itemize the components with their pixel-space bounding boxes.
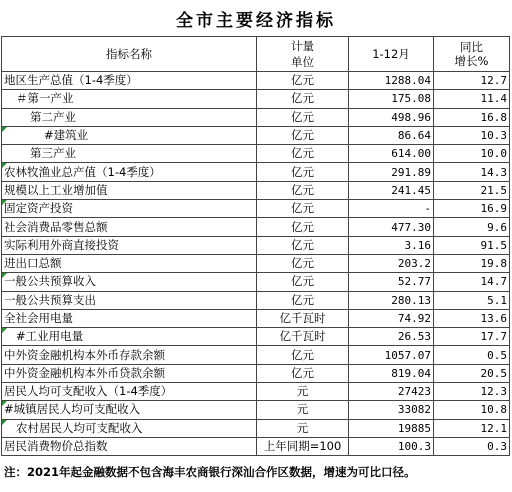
comment-marker-icon	[2, 127, 7, 132]
growth-rate-cell: 14.7	[434, 273, 510, 291]
growth-rate-cell: 10.0	[434, 145, 510, 163]
indicator-name: 居民人均可支配收入（1-4季度）	[4, 384, 173, 399]
growth-rate-cell: 10.3	[434, 126, 510, 144]
comment-marker-icon	[2, 328, 7, 333]
value-cell: 614.00	[349, 145, 434, 163]
growth-rate-cell: 21.5	[434, 181, 510, 199]
header-row	[2, 37, 510, 72]
indicator-name: 实际利用外商直接投资	[4, 237, 119, 252]
indicator-name: 固定资产投资	[4, 201, 73, 216]
table-row	[2, 309, 510, 327]
table-row	[2, 145, 510, 163]
indicator-name: 第三产业	[30, 146, 76, 161]
table-row	[2, 200, 510, 218]
indicator-name-cell	[2, 181, 257, 199]
indicator-name: #城镇居民人均可支配收入	[4, 402, 141, 417]
unit-cell: 亿元	[257, 346, 349, 364]
table-row	[2, 108, 510, 126]
table-row	[2, 346, 510, 364]
comment-marker-icon	[2, 273, 7, 278]
unit-cell: 亿元	[257, 254, 349, 272]
unit-cell: 元	[257, 419, 349, 437]
table-row	[2, 126, 510, 144]
value-cell: 819.04	[349, 364, 434, 382]
value-cell: 3.16	[349, 236, 434, 254]
growth-rate-cell: 13.6	[434, 309, 510, 327]
unit-cell: 亿元	[257, 218, 349, 236]
indicator-name-cell	[2, 218, 257, 236]
header-rate-bottom: 增长%	[454, 54, 489, 68]
unit-cell: 亿千瓦时	[257, 328, 349, 346]
indicator-name-cell	[2, 254, 257, 272]
table-row	[2, 383, 510, 401]
comment-marker-icon	[2, 420, 7, 425]
indicator-name-cell	[2, 90, 257, 108]
unit-cell: 亿元	[257, 181, 349, 199]
indicator-name: 第二产业	[30, 109, 76, 124]
unit-cell: 元	[257, 401, 349, 419]
comment-marker-icon	[2, 200, 7, 205]
indicator-name-cell	[2, 72, 257, 90]
value-cell: 26.53	[349, 328, 434, 346]
indicator-name-cell	[2, 309, 257, 327]
value-cell: 52.77	[349, 273, 434, 291]
table-row	[2, 218, 510, 236]
table-row	[2, 437, 510, 455]
indicator-name: 农林牧渔业总产值（1-4季度）	[4, 164, 161, 179]
indicator-name-cell	[2, 145, 257, 163]
unit-cell: 亿元	[257, 108, 349, 126]
table-row	[2, 291, 510, 309]
indicator-name-cell	[2, 346, 257, 364]
header-period: 1-12月	[349, 37, 434, 72]
value-cell: 19885	[349, 419, 434, 437]
indicator-name: 中外资金融机构本外币贷款余额	[4, 365, 165, 380]
unit-cell: 亿元	[257, 273, 349, 291]
unit-cell: 亿元	[257, 291, 349, 309]
value-cell: 175.08	[349, 90, 434, 108]
unit-cell: 亿元	[257, 90, 349, 108]
indicator-name: 地区生产总值（1-4季度）	[4, 73, 138, 88]
value-cell: 203.2	[349, 254, 434, 272]
indicator-name: 社会消费品零售总额	[4, 219, 108, 234]
growth-rate-cell: 91.5	[434, 236, 510, 254]
unit-cell: 元	[257, 383, 349, 401]
indicator-name-cell	[2, 291, 257, 309]
header-name: 指标名称	[2, 37, 257, 72]
value-cell: 291.89	[349, 163, 434, 181]
indicator-name: 规模以上工业增加值	[4, 182, 108, 197]
unit-cell: 亿元	[257, 126, 349, 144]
growth-rate-cell: 14.3	[434, 163, 510, 181]
table-row	[2, 254, 510, 272]
indicator-name: 一般公共预算收入	[4, 274, 96, 289]
growth-rate-cell: 10.8	[434, 401, 510, 419]
growth-rate-cell: 12.1	[434, 419, 510, 437]
indicator-name-cell	[2, 328, 257, 346]
growth-rate-cell: 0.5	[434, 346, 510, 364]
indicator-name: 进出口总额	[4, 256, 62, 271]
growth-rate-cell: 11.4	[434, 90, 510, 108]
indicator-name-cell	[2, 126, 257, 144]
header-unit-bottom: 单位	[291, 55, 314, 69]
indicator-name-cell	[2, 364, 257, 382]
growth-rate-cell: 12.7	[434, 72, 510, 90]
table-row	[2, 72, 510, 90]
indicator-name-cell	[2, 273, 257, 291]
unit-cell: 亿元	[257, 145, 349, 163]
comment-marker-icon	[2, 163, 7, 168]
value-cell: 1057.07	[349, 346, 434, 364]
growth-rate-cell: 19.8	[434, 254, 510, 272]
unit-cell: 亿千瓦时	[257, 309, 349, 327]
value-cell: 498.96	[349, 108, 434, 126]
indicator-name-cell	[2, 200, 257, 218]
table-row	[2, 90, 510, 108]
growth-rate-cell: 5.1	[434, 291, 510, 309]
table-row	[2, 401, 510, 419]
value-cell: 477.30	[349, 218, 434, 236]
header-rate	[434, 37, 510, 72]
header-unit-top: 计量	[291, 39, 314, 53]
value-cell: 33082	[349, 401, 434, 419]
indicators-table	[1, 36, 510, 456]
indicator-name: #建筑业	[44, 128, 89, 143]
table-row	[2, 419, 510, 437]
value-cell: 100.3	[349, 437, 434, 455]
header-rate-top: 同比	[460, 40, 483, 54]
indicator-name: #工业用电量	[16, 329, 84, 344]
unit-cell: 亿元	[257, 163, 349, 181]
table-row	[2, 181, 510, 199]
value-cell: 1288.04	[349, 72, 434, 90]
indicator-name-cell	[2, 383, 257, 401]
growth-rate-cell: 20.5	[434, 364, 510, 382]
indicator-name-cell	[2, 236, 257, 254]
growth-rate-cell: 17.7	[434, 328, 510, 346]
table-row	[2, 328, 510, 346]
indicator-name: 农村居民人均可支配收入	[16, 420, 143, 435]
footnote: 注：2021年起金融数据不包含海丰农商银行深汕合作区数据，增速为可比口径。	[4, 465, 416, 479]
header-unit	[257, 37, 349, 72]
value-cell: 74.92	[349, 309, 434, 327]
growth-rate-cell: 0.3	[434, 437, 510, 455]
growth-rate-cell: 16.9	[434, 200, 510, 218]
indicator-name-cell	[2, 419, 257, 437]
indicator-name-cell	[2, 163, 257, 181]
indicator-name-cell	[2, 401, 257, 419]
value-cell: 86.64	[349, 126, 434, 144]
growth-rate-cell: 12.3	[434, 383, 510, 401]
indicator-name-cell	[2, 108, 257, 126]
growth-rate-cell: 9.6	[434, 218, 510, 236]
value-cell: 241.45	[349, 181, 434, 199]
unit-cell: 上年同期=100	[257, 437, 349, 455]
indicator-name: 一般公共预算支出	[4, 292, 96, 307]
comment-marker-icon	[2, 401, 7, 406]
unit-cell: 亿元	[257, 364, 349, 382]
value-cell: -	[349, 200, 434, 218]
table-row	[2, 236, 510, 254]
unit-cell: 亿元	[257, 236, 349, 254]
indicator-name-cell	[2, 437, 257, 455]
growth-rate-cell: 16.8	[434, 108, 510, 126]
value-cell: 280.13	[349, 291, 434, 309]
table-row	[2, 273, 510, 291]
table-row	[2, 364, 510, 382]
indicator-name: ＃第一产业	[16, 91, 74, 106]
table-row	[2, 163, 510, 181]
indicator-name: 居民消费物价总指数	[4, 439, 108, 454]
value-cell: 27423	[349, 383, 434, 401]
page-title: 全市主要经济指标	[176, 10, 336, 31]
unit-cell: 亿元	[257, 72, 349, 90]
unit-cell: 亿元	[257, 200, 349, 218]
indicator-name: 中外资金融机构本外币存款余额	[4, 347, 165, 362]
indicator-name: 全社会用电量	[4, 311, 73, 325]
